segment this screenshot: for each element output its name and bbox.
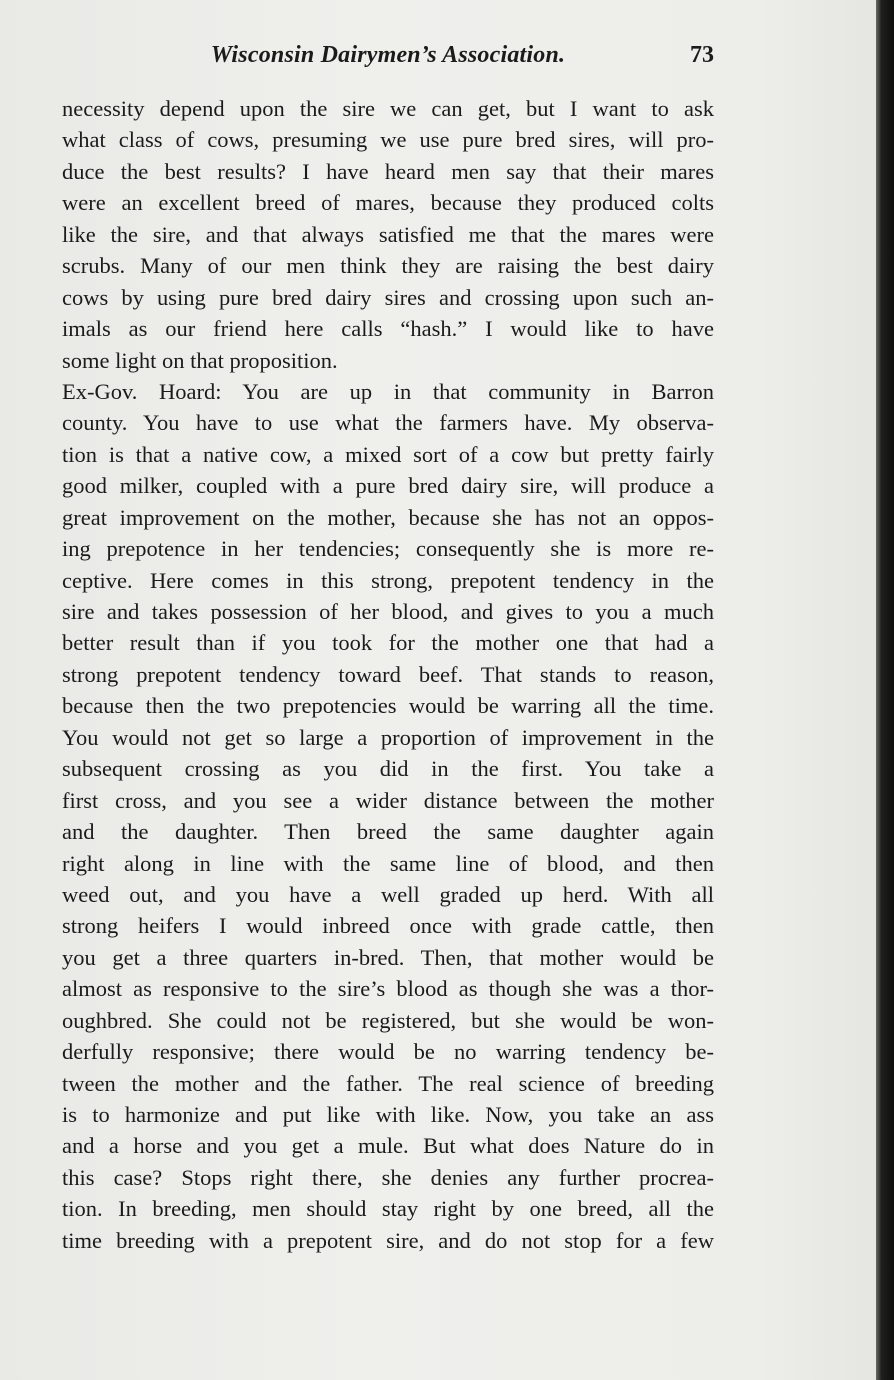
text-line: scrubs. Many of our men think they are raising the best dairy xyxy=(62,253,714,279)
text-line: weed out, and you have a well graded up herd. With all xyxy=(62,881,714,907)
text-line: because then the two prepotencies would be warring all the time. xyxy=(62,693,714,719)
text-line: subsequent crossing as you did in the first. You take a xyxy=(62,756,714,782)
text-line: duce the best results? I have heard men say that their mares xyxy=(62,158,714,184)
text-line: Ex-Gov. Hoard: You are up in that community in Barron xyxy=(62,378,714,404)
text-line: cows by using pure bred dairy sires and crossing upon such an- xyxy=(62,284,714,310)
text-line: some light on that proposition. xyxy=(62,347,338,373)
text-line: better result than if you took for the mother one that had a xyxy=(62,630,714,656)
page-number: 73 xyxy=(690,42,714,68)
page-binding-edge xyxy=(876,0,894,1380)
text-line: is to harmonize and put like with like. Now, you take an ass xyxy=(62,1102,714,1127)
text-line: ceptive. Here comes in this strong, prepotent tendency in the xyxy=(62,567,714,593)
text-line: You would not get so large a proportion of improvement in the xyxy=(62,724,714,750)
text-line: right along in line with the same line of blood, and then xyxy=(62,850,714,876)
text-line: oughbred. She could not be registered, but she would be won- xyxy=(62,1007,714,1033)
text-line: first cross, and you see a wider distance between the mother xyxy=(62,787,714,813)
text-line: were an excellent breed of mares, because they produced colts xyxy=(62,190,714,216)
running-title: Wisconsin Dairymen’s Association. xyxy=(210,42,566,68)
text-line: strong prepotent tendency toward beef. That stands to reason, xyxy=(62,661,714,687)
text-line: and the daughter. Then breed the same daughter again xyxy=(62,819,714,845)
text-line: you get a three quarters in-bred. Then, that mother would be xyxy=(62,944,714,970)
text-line: great improvement on the mother, because she has not an oppos- xyxy=(62,504,714,530)
text-line: ing prepotence in her tendencies; consequently she is more re- xyxy=(62,536,714,562)
text-line: like the sire, and that always satisfied me that the mares were xyxy=(62,221,714,247)
text-line: strong heifers I would inbreed once with grade cattle, then xyxy=(62,913,714,939)
text-line: this case? Stops right there, she denies any further procrea- xyxy=(62,1164,714,1190)
text-line: necessity depend upon the sire we can get, but I want to ask xyxy=(62,96,714,121)
text-line: time breeding with a prepotent sire, and do not stop for a few xyxy=(62,1227,714,1253)
text-line: and a horse and you get a mule. But what does Nature do in xyxy=(62,1133,714,1159)
text-line: derfully responsive; there would be no warring tendency be- xyxy=(62,1039,714,1065)
page-header xyxy=(62,38,714,78)
text-line: what class of cows, presuming we use pure bred sires, will pro- xyxy=(62,127,714,153)
body-text xyxy=(62,93,714,1256)
text-line: county. You have to use what the farmers have. My observa- xyxy=(62,410,714,436)
text-line: sire and takes possession of her blood, and gives to you a much xyxy=(62,599,714,624)
text-line: tion. In breeding, men should stay right by one breed, all the xyxy=(62,1196,714,1222)
text-line: good milker, coupled with a pure bred dairy sire, will produce a xyxy=(62,473,714,499)
text-line: almost as responsive to the sire’s blood as though she was a thor- xyxy=(62,976,714,1002)
text-line: imals as our friend here calls “hash.” I would like to have xyxy=(62,316,714,342)
text-line: tween the mother and the father. The real science of breeding xyxy=(62,1070,714,1096)
text-line: tion is that a native cow, a mixed sort of a cow but pretty fairly xyxy=(62,441,714,467)
